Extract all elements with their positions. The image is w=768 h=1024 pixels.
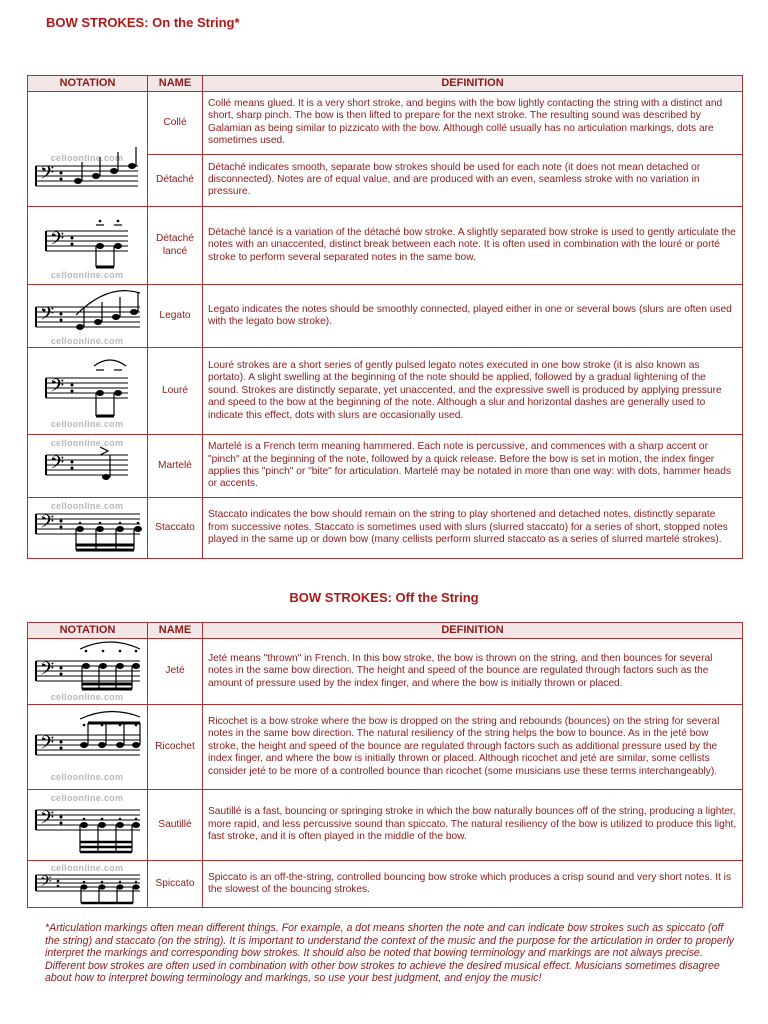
name-ricochet: Ricochet	[148, 705, 203, 790]
watermark: celloonline.com	[50, 501, 124, 511]
watermark: celloonline.com	[50, 270, 124, 280]
name-sautille: Sautillé	[148, 790, 203, 861]
notation-detache-lance	[28, 207, 148, 285]
name-spiccato: Spiccato	[148, 861, 203, 908]
name-detache-lance: Détaché lancé	[148, 207, 203, 285]
notation-spiccato	[28, 861, 148, 908]
notation-sautille	[28, 790, 148, 861]
watermark: celloonline.com	[50, 419, 124, 429]
definition-detache-lance: Détaché lancé is a variation of the détaché bow stroke. A slightly separated bow stroke is used to gently articulate the notes with an unaccented, distinct break between each note. It is often used in combination with the louré or porté stroke to perform several separated notes in the same bow.	[203, 207, 743, 285]
table-row	[28, 92, 743, 155]
notation-jete	[28, 639, 148, 705]
name-staccato: Staccato	[148, 498, 203, 559]
svg-text:𝄢: 𝄢	[40, 659, 55, 684]
definition-martele: Martelé is a French term meaning hammered. Each note is percussive, and commences with a sharp accent or "pinch" at the beginning of the note, followed by a quick release. Before the bow is set in motion, the index finger applies this "pinch" or "bite" for articulation. Martelé may be notated in more than one way: with dots, hammer heads or accents.	[203, 435, 743, 498]
staff-spiccato-icon	[28, 861, 146, 907]
notation-staccato	[28, 498, 148, 559]
header-definition: DEFINITION	[203, 76, 743, 92]
header-notation: NOTATION	[28, 76, 148, 92]
svg-text:𝄢: 𝄢	[50, 453, 65, 478]
watermark: celloonline.com	[50, 793, 124, 803]
definition-spiccato: Spiccato is an off-the-string, controlled bouncing bow stroke which produces a crisp sound and very short notes. It is the slowest of the bouncing strokes.	[203, 861, 743, 908]
on-string-table	[27, 75, 743, 559]
header-definition: DEFINITION	[203, 623, 743, 639]
header-name: NAME	[148, 623, 203, 639]
table-row	[28, 861, 743, 908]
watermark: celloonline.com	[50, 336, 124, 346]
svg-text:𝄢: 𝄢	[40, 304, 55, 329]
definition-loure: Louré strokes are a short series of gently pulsed legato notes executed in one bow stroke (it is also known as portato). A slight swelling at the beginning of the note should be applied, followed by a gradual lightening of the sound. Strokes are distinctly separate, yet unaccented, and the expressive swell is produced by applying pressure and speed to the bow at the beginning of the note. Although a slur and horizontal dashes are generally used to indicate this effect, dots with slurs are occasionally used.	[203, 348, 743, 435]
definition-colle: Collé means glued. It is a very short stroke, and begins with the bow lightly contacting the string with a distinct and short, sharp pinch. The bow is then lifted to prepare for the next stroke. The resulting sound was described by Galamian as being similar to pizzicato with the bow. Although collé usually has no articulation markings, dots are sometimes used.	[203, 92, 743, 155]
title-off-string: BOW STROKES: Off the String	[289, 590, 479, 605]
svg-text:𝄢: 𝄢	[40, 512, 55, 537]
watermark: celloonline.com	[50, 772, 124, 782]
svg-text:𝄢: 𝄢	[40, 873, 52, 894]
header-row	[28, 76, 743, 92]
table-row	[28, 498, 743, 559]
title-on-string: BOW STROKES: On the String*	[46, 15, 240, 30]
watermark: celloonline.com	[50, 153, 124, 163]
definition-detache: Détaché indicates smooth, separate bow strokes should be used for each note (it does not mean detached or disconnected). Notes are of equal value, and are produced with an even, seamless stroke with no variation in pressure.	[203, 154, 743, 206]
svg-text:𝄢: 𝄢	[40, 808, 55, 833]
table-row	[28, 348, 743, 435]
notation-ricochet	[28, 705, 148, 790]
definition-staccato: Staccato indicates the bow should remain on the string to play shortened and detached notes, distinctly separate from successive notes. Staccato is sometimes used with slurs (slurred staccato) for a series of short, stopped notes played in the same up or down bow (many cellists perform slurred staccato as a series of slurred martelé strokes).	[203, 498, 743, 559]
table-row	[28, 639, 743, 705]
name-loure: Louré	[148, 348, 203, 435]
name-legato: Legato	[148, 285, 203, 348]
definition-sautille: Sautillé is a fast, bouncing or springing stroke in which the bow naturally bounces off of the string, producing a lighter, more rapid, and less percussive sound than spiccato. The natural resiliency of the bow is utilized to produce this light, fast stroke, and it is often played in the middle of the bow.	[203, 790, 743, 861]
svg-text:𝄢: 𝄢	[50, 229, 65, 254]
off-string-table	[27, 622, 743, 908]
definition-jete: Jeté means "thrown" in French. In this bow stroke, the bow is thrown on the string, and then bounces for several notes in the same bow direction. The height and speed of the bounce are regulated through factors such as the amount of pressure used by the index finger, and where the bow is initially thrown or placed.	[203, 639, 743, 705]
header-name: NAME	[148, 76, 203, 92]
header-notation: NOTATION	[28, 623, 148, 639]
watermark: celloonline.com	[50, 692, 124, 702]
footnote: *Articulation markings often mean different things. For example, a dot means shorten the note and can indicate bow strokes such as spiccato (off the string) and staccato (on the string). It is important to understand the context of the music and the purpose for the articulation in order to properly interpret the markings and corresponding bow strokes. It should also be noted that bowing terminology and markings are not always precise. Different bow strokes are often used in combination with other bow strokes to achieve the desired musical effect. Musicians sometimes disagree about how to interpret bowing terminology and markings, so use your best judgment, and enjoy the music!	[45, 922, 734, 985]
watermark: celloonline.com	[50, 438, 124, 448]
table-row	[28, 285, 743, 348]
table-row	[28, 435, 743, 498]
definition-ricochet: Ricochet is a bow stroke where the bow is dropped on the string and rebounds (bounces) on the string for several notes in the same bow direction. The natural resiliency of the string helps the bow to bounce. As in the jeté bow stroke, the height and speed of the bounce are regulated through factors such as additional pressure used by the index finger, and where the bow is initially thrown or placed. Although ricochet and jeté are similar, some cellists consider jeté to be more of a controlled bounce than ricochet (some musicians use these terms interchangeably).	[203, 705, 743, 790]
svg-text:𝄢: 𝄢	[40, 163, 55, 188]
table-row	[28, 790, 743, 861]
notation-legato	[28, 285, 148, 348]
table-row	[28, 207, 743, 285]
table-row	[28, 705, 743, 790]
notation-colle-detache	[28, 92, 148, 207]
svg-text:𝄢: 𝄢	[40, 733, 55, 758]
header-row	[28, 623, 743, 639]
name-jete: Jeté	[148, 639, 203, 705]
notation-martele	[28, 435, 148, 498]
staff-sautille-icon	[28, 790, 146, 860]
name-martele: Martelé	[148, 435, 203, 498]
staff-martele-icon	[28, 435, 146, 497]
staff-detache-icon	[28, 92, 146, 206]
watermark: celloonline.com	[50, 863, 124, 873]
staff-staccato-icon	[28, 498, 146, 558]
name-detache: Détaché	[148, 154, 203, 206]
notation-loure	[28, 348, 148, 435]
definition-legato: Legato indicates the notes should be smoothly connected, played either in one or several bows (slurs are often used with the legato bow stroke).	[203, 285, 743, 348]
svg-text:𝄢: 𝄢	[50, 376, 65, 401]
name-colle: Collé	[148, 92, 203, 155]
